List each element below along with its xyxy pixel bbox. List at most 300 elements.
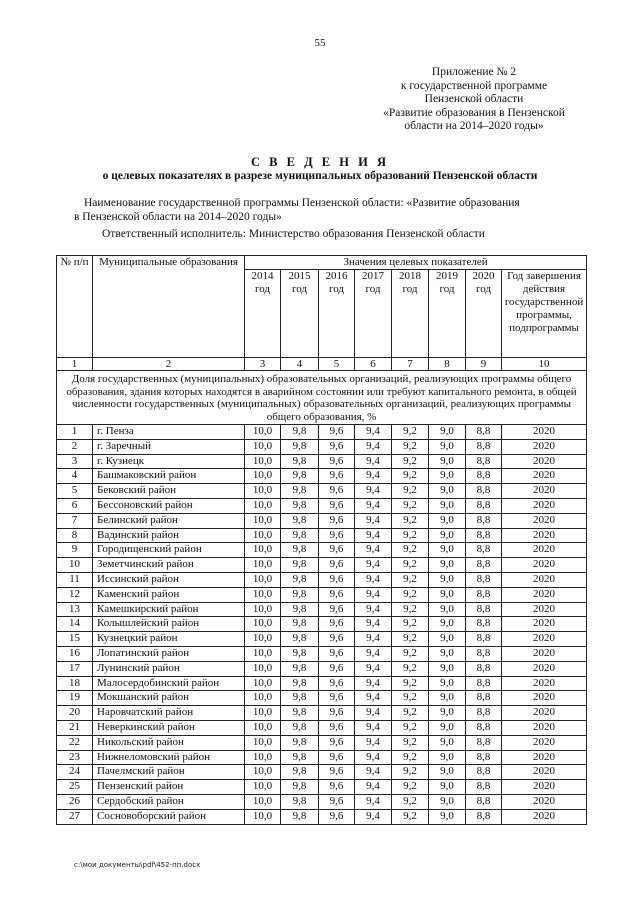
indicator-value: 10,0 — [245, 484, 281, 499]
indicator-value: 9,4 — [355, 750, 392, 765]
completion-year: 2020 — [502, 765, 587, 780]
indicator-value: 9,0 — [429, 735, 466, 750]
indicator-value: 9,2 — [392, 706, 429, 721]
completion-year: 2020 — [502, 484, 587, 499]
indicator-value: 9,0 — [429, 661, 466, 676]
table-row — [57, 498, 587, 513]
appendix-block — [360, 66, 588, 134]
indicator-value: 9,4 — [355, 794, 392, 809]
table-row — [57, 425, 587, 440]
completion-year: 2020 — [502, 676, 587, 691]
table-row — [57, 572, 587, 587]
indicator-value: 9,8 — [281, 691, 319, 706]
indicator-value: 9,8 — [281, 484, 319, 499]
indicator-value: 9,2 — [392, 543, 429, 558]
indicator-value: 8,8 — [466, 439, 502, 454]
completion-year: 2020 — [502, 750, 587, 765]
completion-year: 2020 — [502, 720, 587, 735]
indicator-value: 9,6 — [319, 809, 355, 824]
indicator-value: 9,8 — [281, 602, 319, 617]
indicator-value: 9,6 — [319, 513, 355, 528]
indicator-value: 9,8 — [281, 558, 319, 573]
row-number: 17 — [57, 661, 93, 676]
completion-year: 2020 — [502, 646, 587, 661]
completion-year: 2020 — [502, 439, 587, 454]
completion-year: 2020 — [502, 661, 587, 676]
indicator-value: 9,6 — [319, 632, 355, 647]
municipality-name: Неверкинский район — [93, 720, 245, 735]
row-number: 24 — [57, 765, 93, 780]
indicator-value: 9,4 — [355, 498, 392, 513]
indicator-value: 8,8 — [466, 498, 502, 513]
completion-year: 2020 — [502, 617, 587, 632]
indicator-value: 9,8 — [281, 425, 319, 440]
indicator-value: 9,4 — [355, 706, 392, 721]
appendix-line: «Развитие образования в Пензенской — [383, 106, 565, 119]
completion-year: 2020 — [502, 513, 587, 528]
header-year: 2018 год — [392, 270, 429, 358]
indicator-value: 9,4 — [355, 632, 392, 647]
indicator-value: 8,8 — [466, 543, 502, 558]
indicator-value: 9,4 — [355, 720, 392, 735]
indicator-value: 9,0 — [429, 809, 466, 824]
indicator-value: 9,0 — [429, 676, 466, 691]
indicator-value: 8,8 — [466, 691, 502, 706]
indicator-value: 8,8 — [466, 484, 502, 499]
table-row — [57, 528, 587, 543]
indicator-value: 8,8 — [466, 572, 502, 587]
indicator-value: 9,0 — [429, 587, 466, 602]
column-number: 8 — [429, 358, 466, 371]
completion-year: 2020 — [502, 469, 587, 484]
indicator-value: 9,4 — [355, 765, 392, 780]
completion-year: 2020 — [502, 706, 587, 721]
municipality-name: Малосердобинский район — [93, 676, 245, 691]
table-row — [57, 454, 587, 469]
indicator-value: 8,8 — [466, 602, 502, 617]
table-row — [57, 587, 587, 602]
document-title: С В Е Д Е Н И Я — [251, 155, 389, 169]
indicator-value: 9,6 — [319, 498, 355, 513]
indicator-value: 9,2 — [392, 454, 429, 469]
indicator-value: 9,4 — [355, 602, 392, 617]
indicator-value: 9,8 — [281, 439, 319, 454]
indicator-value: 9,6 — [319, 558, 355, 573]
indicator-value: 8,8 — [466, 750, 502, 765]
indicator-value: 9,8 — [281, 543, 319, 558]
column-number: 5 — [319, 358, 355, 371]
header-num: № п/п — [57, 256, 93, 358]
indicator-value: 10,0 — [245, 765, 281, 780]
municipality-name: Лунинский район — [93, 661, 245, 676]
table-row — [57, 513, 587, 528]
municipality-name: Иссинский район — [93, 572, 245, 587]
row-number: 13 — [57, 602, 93, 617]
indicator-value: 10,0 — [245, 632, 281, 647]
indicator-value: 10,0 — [245, 617, 281, 632]
indicator-value: 9,2 — [392, 558, 429, 573]
indicators-table — [56, 255, 587, 825]
indicator-value: 9,2 — [392, 691, 429, 706]
column-number: 6 — [355, 358, 392, 371]
completion-year: 2020 — [502, 809, 587, 824]
table-row — [57, 646, 587, 661]
section-title: Доля государственных (муниципальных) образовательных организаций, реализующих программы общего образования, здания которых находятся в аварийном состоянии или требуют капитального ремонта, в общей численности государственных (муниципальных) образовательных организаций, реализующих программы общего образования, % — [57, 371, 587, 425]
indicator-value: 8,8 — [466, 528, 502, 543]
municipality-name: Мокшанский район — [93, 691, 245, 706]
table-row — [57, 780, 587, 795]
row-number: 11 — [57, 572, 93, 587]
table-row — [57, 706, 587, 721]
indicator-value: 9,2 — [392, 661, 429, 676]
indicator-value: 9,2 — [392, 513, 429, 528]
indicator-value: 9,6 — [319, 469, 355, 484]
indicator-value: 9,8 — [281, 498, 319, 513]
indicator-value: 9,0 — [429, 617, 466, 632]
column-number: 2 — [93, 358, 245, 371]
completion-year: 2020 — [502, 454, 587, 469]
municipality-name: Нижнеломовский район — [93, 750, 245, 765]
indicator-value: 9,2 — [392, 646, 429, 661]
indicator-value: 9,4 — [355, 558, 392, 573]
indicator-value: 9,6 — [319, 750, 355, 765]
indicator-value: 8,8 — [466, 676, 502, 691]
indicator-value: 9,4 — [355, 425, 392, 440]
header-year: 2020 год — [466, 270, 502, 358]
row-number: 19 — [57, 691, 93, 706]
indicator-value: 9,6 — [319, 735, 355, 750]
row-number: 3 — [57, 454, 93, 469]
indicator-value: 9,0 — [429, 691, 466, 706]
indicator-value: 9,8 — [281, 794, 319, 809]
indicator-value: 8,8 — [466, 794, 502, 809]
completion-year: 2020 — [502, 632, 587, 647]
indicator-value: 9,4 — [355, 617, 392, 632]
row-number: 16 — [57, 646, 93, 661]
indicator-value: 9,0 — [429, 484, 466, 499]
completion-year: 2020 — [502, 498, 587, 513]
indicator-value: 8,8 — [466, 765, 502, 780]
header-year: 2019 год — [429, 270, 466, 358]
indicator-value: 9,2 — [392, 602, 429, 617]
table-row — [57, 794, 587, 809]
completion-year: 2020 — [502, 602, 587, 617]
indicator-value: 9,2 — [392, 632, 429, 647]
indicator-value: 9,0 — [429, 572, 466, 587]
indicator-value: 9,4 — [355, 735, 392, 750]
row-number: 2 — [57, 439, 93, 454]
indicator-value: 9,4 — [355, 661, 392, 676]
indicator-value: 9,8 — [281, 809, 319, 824]
indicator-value: 8,8 — [466, 513, 502, 528]
table-row — [57, 558, 587, 573]
row-number: 10 — [57, 558, 93, 573]
indicator-value: 9,8 — [281, 513, 319, 528]
indicator-value: 9,0 — [429, 706, 466, 721]
indicator-value: 9,8 — [281, 587, 319, 602]
indicator-value: 9,6 — [319, 528, 355, 543]
indicator-value: 9,2 — [392, 498, 429, 513]
header-year: 2015 год — [281, 270, 319, 358]
table-row — [57, 543, 587, 558]
completion-year: 2020 — [502, 528, 587, 543]
municipality-name: Пачелмский район — [93, 765, 245, 780]
table-row — [57, 661, 587, 676]
appendix-line: Приложение № 2 — [431, 66, 517, 78]
table-row — [57, 691, 587, 706]
row-number: 23 — [57, 750, 93, 765]
table-row — [57, 809, 587, 824]
indicator-value: 9,4 — [355, 691, 392, 706]
indicator-value: 9,8 — [281, 646, 319, 661]
row-number: 20 — [57, 706, 93, 721]
indicator-value: 10,0 — [245, 425, 281, 440]
indicator-value: 10,0 — [245, 528, 281, 543]
indicator-value: 10,0 — [245, 706, 281, 721]
indicator-value: 10,0 — [245, 780, 281, 795]
completion-year: 2020 — [502, 780, 587, 795]
row-number: 14 — [57, 617, 93, 632]
indicator-value: 9,0 — [429, 602, 466, 617]
indicator-value: 9,2 — [392, 720, 429, 735]
indicator-value: 9,8 — [281, 706, 319, 721]
indicator-value: 9,4 — [355, 513, 392, 528]
indicator-value: 9,2 — [392, 425, 429, 440]
municipality-name: Пензенский район — [93, 780, 245, 795]
appendix-line: Пензенской области — [424, 93, 524, 105]
program-name-line-2: в Пензенской области на 2014–2020 годы» — [74, 211, 282, 223]
indicator-value: 9,4 — [355, 528, 392, 543]
row-number: 18 — [57, 676, 93, 691]
indicator-value: 9,2 — [392, 469, 429, 484]
column-number: 7 — [392, 358, 429, 371]
indicator-value: 10,0 — [245, 720, 281, 735]
row-number: 22 — [57, 735, 93, 750]
indicator-value: 10,0 — [245, 543, 281, 558]
indicator-value: 9,6 — [319, 691, 355, 706]
indicator-value: 9,6 — [319, 661, 355, 676]
indicator-value: 9,0 — [429, 558, 466, 573]
row-number: 26 — [57, 794, 93, 809]
responsible-executor: Ответственный исполнитель: Министерство образования Пензенской области — [102, 228, 485, 240]
indicator-value: 9,8 — [281, 469, 319, 484]
indicator-value: 9,0 — [429, 439, 466, 454]
header-year: 2014 год — [245, 270, 281, 358]
indicator-value: 10,0 — [245, 809, 281, 824]
indicator-value: 9,4 — [355, 646, 392, 661]
indicator-value: 9,6 — [319, 587, 355, 602]
header-completion-year: Год завершения действия государственной программы, подпрограммы — [502, 270, 587, 358]
column-number: 9 — [466, 358, 502, 371]
municipality-name: Городищенский район — [93, 543, 245, 558]
indicator-value: 10,0 — [245, 750, 281, 765]
indicator-value: 9,2 — [392, 794, 429, 809]
indicator-value: 9,4 — [355, 780, 392, 795]
indicator-value: 9,6 — [319, 646, 355, 661]
header-municipality: Муниципальные образования — [93, 256, 245, 358]
indicator-value: 10,0 — [245, 439, 281, 454]
row-number: 25 — [57, 780, 93, 795]
indicator-value: 9,8 — [281, 661, 319, 676]
indicator-value: 9,2 — [392, 572, 429, 587]
indicator-value: 9,6 — [319, 780, 355, 795]
indicator-value: 9,8 — [281, 454, 319, 469]
indicator-value: 9,8 — [281, 572, 319, 587]
row-number: 4 — [57, 469, 93, 484]
indicator-value: 9,2 — [392, 676, 429, 691]
table-row — [57, 439, 587, 454]
completion-year: 2020 — [502, 543, 587, 558]
indicator-value: 8,8 — [466, 587, 502, 602]
row-number: 21 — [57, 720, 93, 735]
indicator-value: 8,8 — [466, 425, 502, 440]
table-row — [57, 602, 587, 617]
indicator-value: 9,8 — [281, 676, 319, 691]
appendix-line: к государственной программе — [400, 79, 548, 92]
indicator-value: 9,6 — [319, 794, 355, 809]
indicator-value: 9,2 — [392, 439, 429, 454]
indicator-value: 9,6 — [319, 454, 355, 469]
indicator-value: 10,0 — [245, 676, 281, 691]
indicator-value: 8,8 — [466, 454, 502, 469]
municipality-name: Сосновоборский район — [93, 809, 245, 824]
indicator-value: 9,4 — [355, 587, 392, 602]
indicator-value: 9,4 — [355, 439, 392, 454]
indicator-value: 10,0 — [245, 558, 281, 573]
indicator-value: 9,6 — [319, 676, 355, 691]
indicator-value: 9,0 — [429, 720, 466, 735]
table-row — [57, 469, 587, 484]
indicator-value: 9,2 — [392, 809, 429, 824]
municipality-name: Кузнецкий район — [93, 632, 245, 647]
indicator-value: 8,8 — [466, 809, 502, 824]
indicator-value: 9,8 — [281, 750, 319, 765]
indicator-value: 9,4 — [355, 454, 392, 469]
footer-file-path: c:\мои документы\pdf\452-пп.docx — [74, 861, 201, 869]
indicator-value: 8,8 — [466, 617, 502, 632]
indicator-value: 9,2 — [392, 617, 429, 632]
row-number: 9 — [57, 543, 93, 558]
header-year: 2017 год — [355, 270, 392, 358]
indicator-value: 10,0 — [245, 735, 281, 750]
indicator-value: 9,6 — [319, 617, 355, 632]
indicator-value: 8,8 — [466, 780, 502, 795]
completion-year: 2020 — [502, 735, 587, 750]
indicator-value: 9,4 — [355, 572, 392, 587]
indicator-value: 9,0 — [429, 780, 466, 795]
indicator-value: 9,4 — [355, 543, 392, 558]
indicator-value: 10,0 — [245, 498, 281, 513]
municipality-name: г. Кузнецк — [93, 454, 245, 469]
indicator-value: 9,8 — [281, 617, 319, 632]
row-number: 27 — [57, 809, 93, 824]
indicator-value: 9,6 — [319, 706, 355, 721]
indicator-value: 9,0 — [429, 513, 466, 528]
indicator-value: 8,8 — [466, 558, 502, 573]
indicator-value: 10,0 — [245, 691, 281, 706]
indicator-value: 9,8 — [281, 632, 319, 647]
completion-year: 2020 — [502, 691, 587, 706]
municipality-name: Бессоновский район — [93, 498, 245, 513]
indicator-value: 9,6 — [319, 425, 355, 440]
completion-year: 2020 — [502, 587, 587, 602]
indicator-value: 9,0 — [429, 543, 466, 558]
table-body — [57, 425, 587, 825]
table-row — [57, 484, 587, 499]
indicator-value: 9,0 — [429, 750, 466, 765]
page-number: 55 — [314, 37, 326, 49]
indicator-value: 9,6 — [319, 572, 355, 587]
indicator-value: 9,8 — [281, 765, 319, 780]
indicator-value: 9,0 — [429, 425, 466, 440]
municipality-name: Сердобский район — [93, 794, 245, 809]
municipality-name: Вадинский район — [93, 528, 245, 543]
indicator-value: 10,0 — [245, 587, 281, 602]
indicator-value: 9,8 — [281, 720, 319, 735]
table-row — [57, 720, 587, 735]
municipality-name: Бековский район — [93, 484, 245, 499]
indicator-value: 10,0 — [245, 469, 281, 484]
indicator-value: 9,0 — [429, 765, 466, 780]
column-number: 1 — [57, 358, 93, 371]
completion-year: 2020 — [502, 425, 587, 440]
indicator-value: 9,6 — [319, 543, 355, 558]
indicator-value: 8,8 — [466, 706, 502, 721]
row-number: 15 — [57, 632, 93, 647]
completion-year: 2020 — [502, 794, 587, 809]
municipality-name: Никольский район — [93, 735, 245, 750]
municipality-name: Земетчинский район — [93, 558, 245, 573]
municipality-name: г. Заречный — [93, 439, 245, 454]
table-row — [57, 750, 587, 765]
row-number: 6 — [57, 498, 93, 513]
indicator-value: 9,2 — [392, 750, 429, 765]
municipality-name: Наровчатский район — [93, 706, 245, 721]
row-number: 12 — [57, 587, 93, 602]
indicator-value: 10,0 — [245, 513, 281, 528]
table-row — [57, 735, 587, 750]
indicator-value: 9,0 — [429, 794, 466, 809]
indicator-value: 9,2 — [392, 587, 429, 602]
indicator-value: 9,8 — [281, 780, 319, 795]
municipality-name: Белинский район — [93, 513, 245, 528]
municipality-name: Башмаковский район — [93, 469, 245, 484]
municipality-name: Колышлейский район — [93, 617, 245, 632]
indicator-value: 9,0 — [429, 528, 466, 543]
indicator-value: 9,8 — [281, 735, 319, 750]
row-number: 1 — [57, 425, 93, 440]
indicator-value: 8,8 — [466, 720, 502, 735]
indicator-value: 9,0 — [429, 454, 466, 469]
indicator-value: 8,8 — [466, 632, 502, 647]
table-row — [57, 632, 587, 647]
indicator-value: 9,4 — [355, 809, 392, 824]
completion-year: 2020 — [502, 572, 587, 587]
indicator-value: 9,4 — [355, 469, 392, 484]
indicator-value: 10,0 — [245, 646, 281, 661]
column-number: 3 — [245, 358, 281, 371]
indicator-value: 10,0 — [245, 572, 281, 587]
appendix-line: области на 2014–2020 годы» — [404, 120, 544, 132]
completion-year: 2020 — [502, 558, 587, 573]
municipality-name: г. Пенза — [93, 425, 245, 440]
indicator-value: 8,8 — [466, 661, 502, 676]
indicator-value: 9,2 — [392, 765, 429, 780]
indicator-value: 10,0 — [245, 454, 281, 469]
document-subtitle: о целевых показателях в разрезе муниципальных образований Пензенской области — [102, 170, 538, 182]
indicator-value: 9,4 — [355, 484, 392, 499]
program-name-line-1: Наименование государственной программы Пензенской области: «Развитие образования — [84, 197, 520, 209]
